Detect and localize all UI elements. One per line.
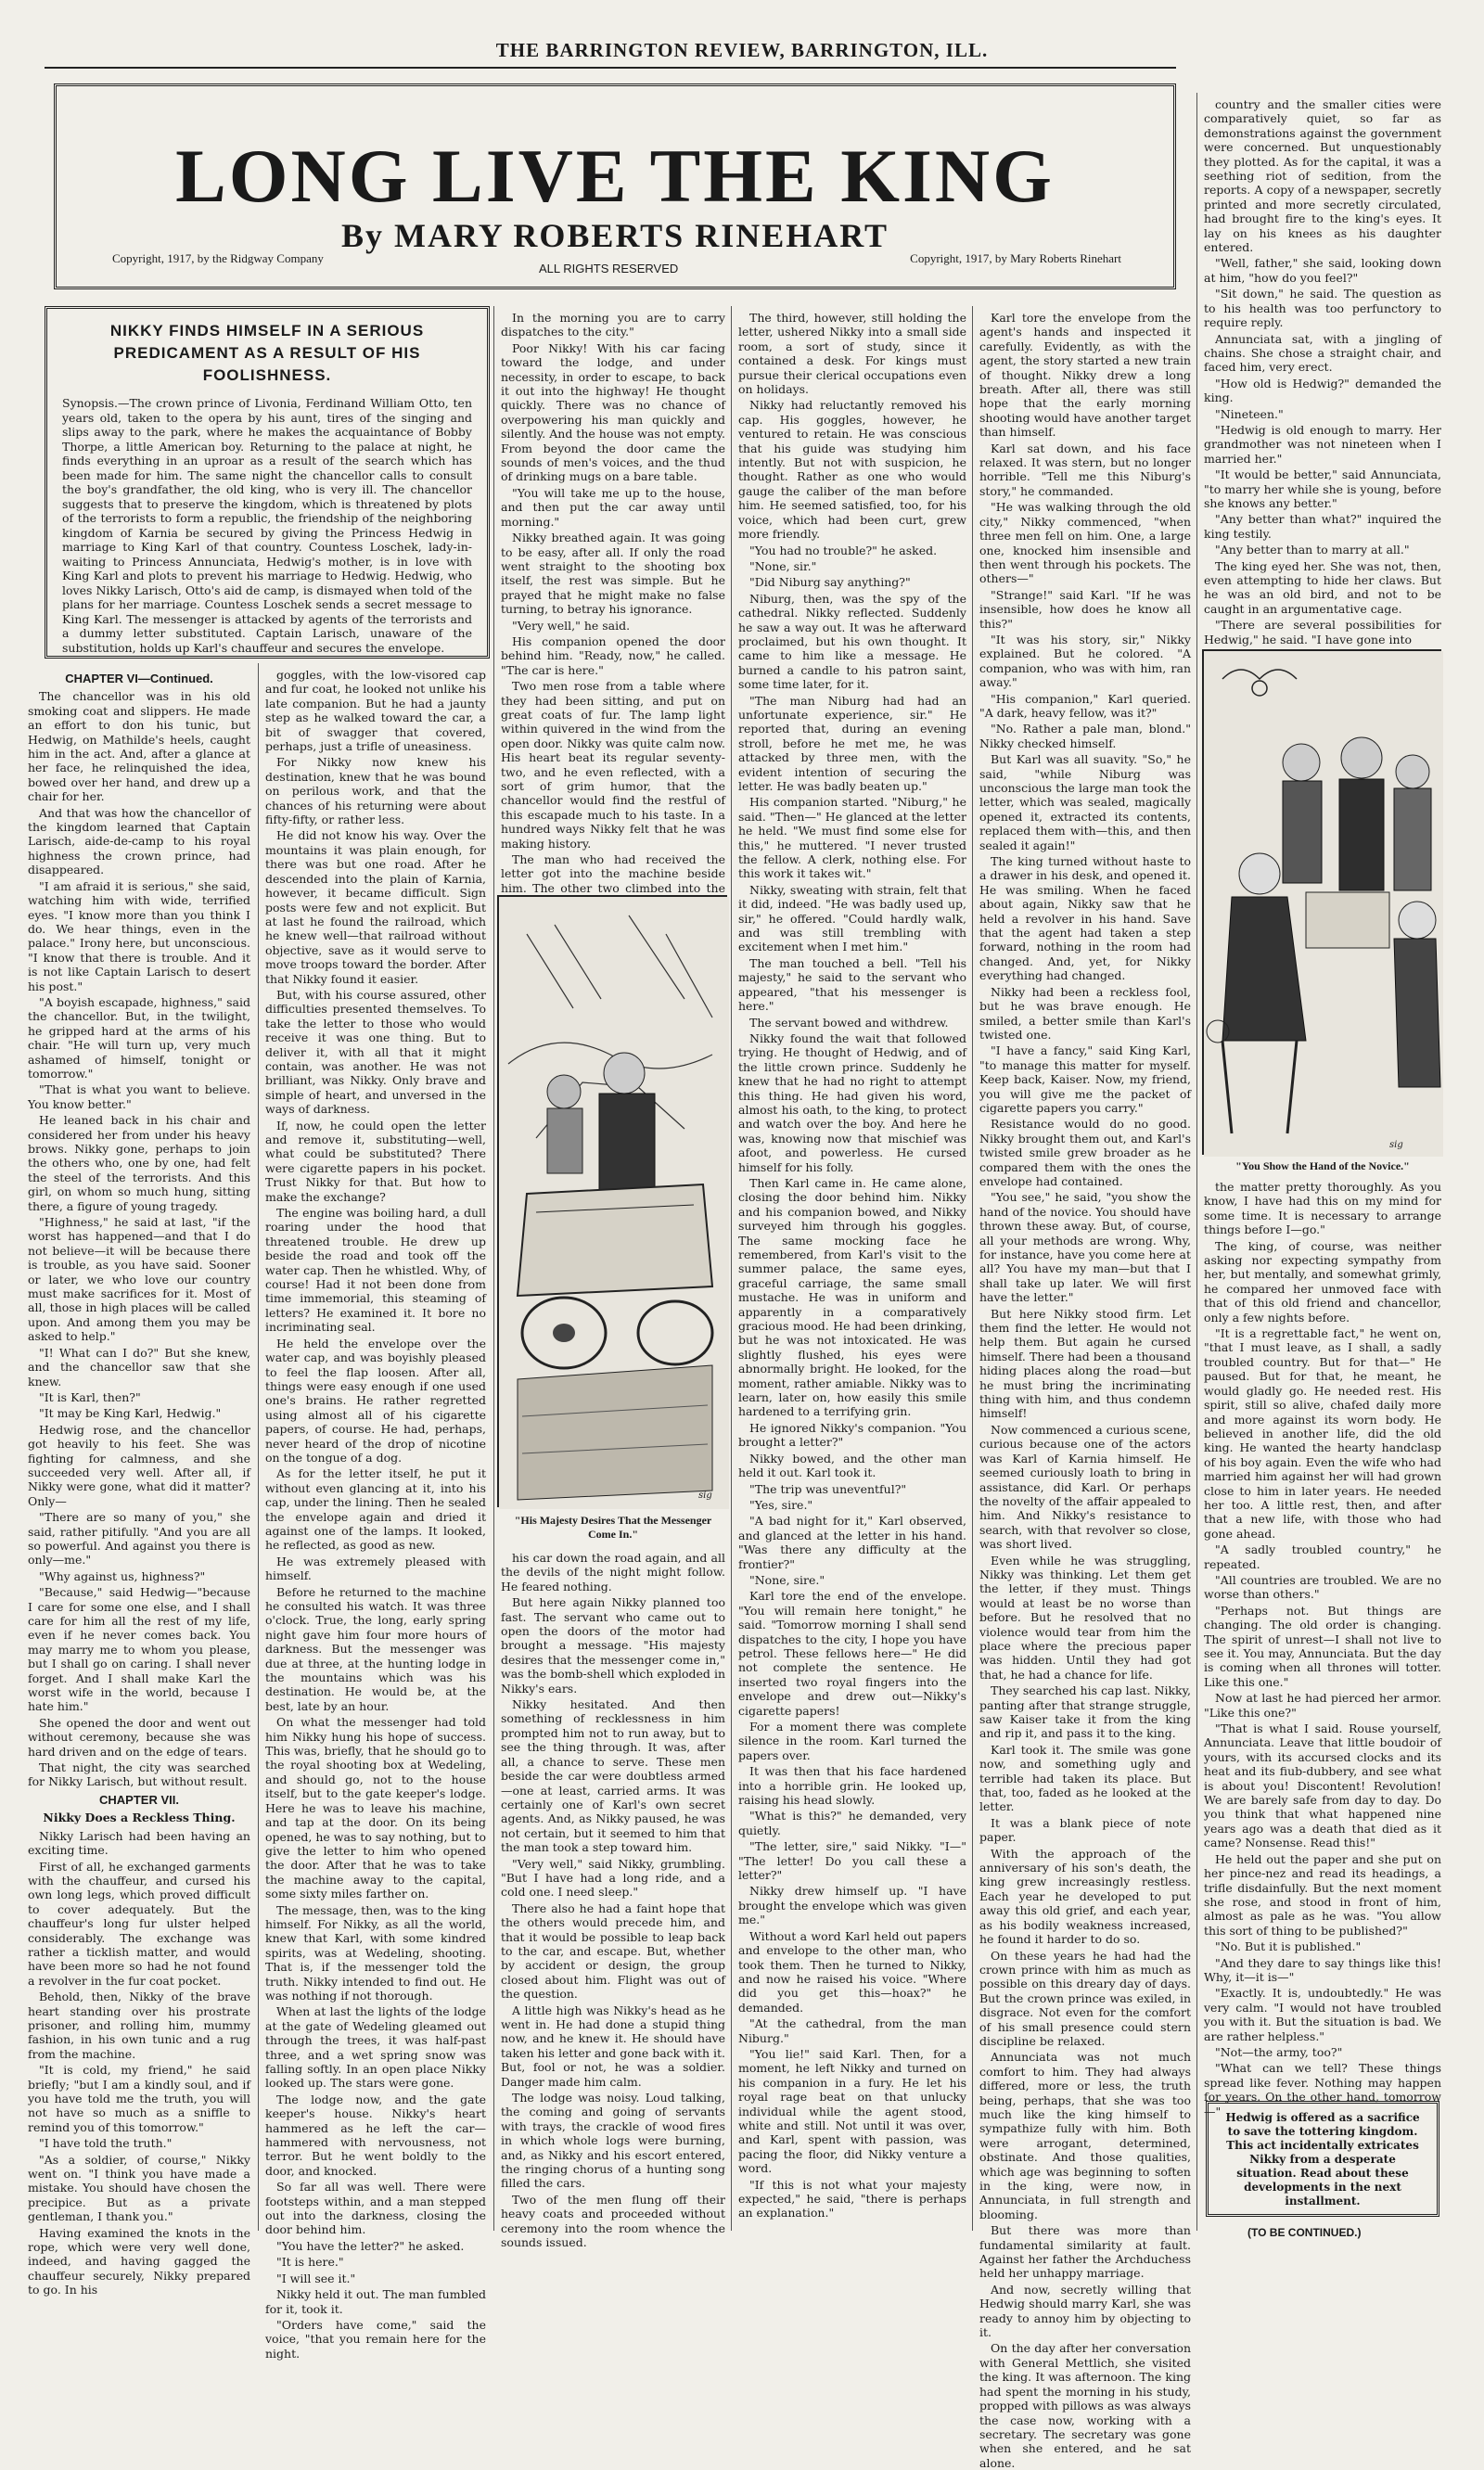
paragraph: "It is Karl, then?" [39,1389,141,1404]
chapter-heading: CHAPTER VII. [99,1792,179,1807]
illustration-caption: "You Show the Hand of the Novice." [1235,1159,1410,1172]
column-3-top [501,311,725,895]
paragraph: Without a word Karl held out papers and envelope to the other man, who took them. Then he turned to Nikky, and now he raised his voice. "Where did you get this—hoax?" he demanded. [738,1928,966,2015]
svg-text:sig: sig [698,1491,712,1501]
paragraph: Resistance would do no good. Nikky brought them out, and Karl's twisted smile grew broader as he compared them with the ones the envelope had contained. [979,1117,1191,1188]
column-5 [979,311,1191,2470]
paragraph: And that was how the chancellor of the kingdom learned that Captain Larisch, aide-de-camp to his royal highness the crown prince, had disappeared. [28,805,250,877]
paragraph: It was a blank piece of note paper. [979,1815,1191,1845]
paragraph: "It would be better," said Annunciata, "to marry her while she is young, before she knows any better." [1204,467,1441,510]
column-rule [972,306,973,2231]
paragraph: Nikky breathed again. It was going to be easy, after all. If only the road went straight to the shooting box itself, the rest was simple. But he prayed that he might make no false turning, to betray his ignorance. [501,531,725,617]
paragraph: "The letter, sire," said Nikky. "I—" "The letter! Do you call these a letter?" [738,1839,966,1883]
paragraph: Now commenced a curious scene, curious because one of the actors was Karl of Karnia himself. He seemed curiously loath to bring in assistance, did Karl. Or perhaps the novelty of the affair appealed to him. And Nikky's resistance to search, with that revolver so close, was short lived. [979,1422,1191,1552]
paragraph: He held the envelope over the water cap, and was boyishly pleased to feel the flap loosen. After all, things were easy enough if one used one's brains. He rather regretted using almost all of his cigarette papers, of course. He had, perhaps, never heard of the drop of nicotine on the tongue of a dog. [265,1336,486,1465]
paragraph: "Sit down," he said. The question as to his health was too perfunctory to require reply. [1204,287,1441,330]
paragraph: "You have the letter?" he asked. [276,2238,465,2253]
paragraph: country and the smaller cities were comparatively quiet, so far as demonstrations against the government were concerned. But unquestionably they plotted. As for the capital, it was a seething riot of sedition, from the reports. A copy of a newspaper, secretly printed and more secretly circulated, had brought fire to the king's eyes. It lay on his knees as his daughter entered. [1204,97,1441,255]
paragraph: "Nineteen." [1215,406,1284,421]
paragraph: "His companion," Karl queried. "A dark, heavy fellow, was it?" [979,691,1191,720]
paragraph: Two men rose from a table where they had been sitting, and put on great coats of fur. The lamp light within quivered in the wind from the open door. Nikky was quite calm now. His heart beat its regular seventy-two, and he even reflected, with a sort of grim humor, that the chancellor would find the restful of this escapade much to his taste. In a hundred ways Nikky felt that he was making history. [501,679,725,851]
paragraph: "None, sir." [749,558,817,573]
paragraph: That night, the city was searched for Nikky Larisch, but without result. [28,1760,250,1789]
paragraph: The engine was boiling hard, a dull roaring under the hood that threatened trouble. He drew up beside the road and took off the water cap. Then he whistled. Why, of course! Had it not been done from time immemorial, this steaming of letters? He examined it. It bore no incriminating seal. [265,1206,486,1335]
paragraph: "It is cold, my friend," he said briefly; "but I am a kindly soul, and if you have told me the truth, you will not have so much as a sniffle to remind you of this tomorrow." [28,2063,250,2134]
paragraph: "Any better than what?" inquired the king testily. [1204,512,1441,541]
paragraph: Nikky had reluctantly removed his cap. His goggles, however, he ventured to retain. He was conscious that his guide was studying him intently. But not with suspicion, he thought. Rather as one who would gauge the caliber of the man before him. He seemed satisfied, too, for his voice, which had been curt, grew more friendly. [738,398,966,542]
paragraph: "If this is not what your majesty expected," he said, "there is perhaps an explanation." [738,2177,966,2220]
paragraph: Karl tore the end of the envelope. "You will remain here tonight," he said. "Tomorrow morning I shall send dispatches to the city, I hope you have petrol. These fellows here—" He did not complete the sentence. He inserted two royal fingers into the envelope and drew out—Nikky's cigarette papers! [738,1589,966,1718]
paragraph: Niburg, then, was the spy of the cathedral. Nikky reflected. Suddenly he saw a way out. It was he afterward proclaimed, but his own thought. It came to him like a message. He burned a candle to his patron saint, some time later, for it. [738,591,966,692]
paragraph: When at last the lights of the lodge at the gate of Wedeling gleamed out through the trees, it was half-past three, and a wet spring snow was falling softly. In an open place Nikky looked up. The stars were gone. [265,2004,486,2091]
paragraph: "I am afraid it is serious," she said, watching him with wide, terrified eyes. "I know more than you think I do. We hear things, even in the palace." Irony here, but unconscious. "I know that there is trouble. And it is not like Captain Larisch to desert his post." [28,878,250,993]
column-6-top [1204,97,1441,645]
paragraph: He leaned back in his chair and considered her from under his heavy brows. Nikky gone, perhaps to join the others who, one by one, had felt the steel of the terrorists. And this girl, on whom so much hung, sitting there, a figure of young tragedy. [28,1113,250,1213]
paragraph: "You will take me up to the house, and then put the car away until morning." [501,485,725,529]
paragraph: "The man Niburg had had an unfortunate experience, sir." He reported that, during an evening stroll, before he met me, he was attacked by three men, with the evident intention of securing the letter. He was badly beaten up." [738,693,966,793]
paragraph: But here again Nikky planned too fast. The servant who came out to open the doors of the motor had brought a message. "His majesty desires that the messenger come in," was the bomb-shell which exploded in Nikky's ears. [501,1595,725,1696]
paragraph: "Hedwig is old enough to marry. Her grandmother was not nineteen when I married her." [1204,422,1441,466]
illustration-car-scene [497,895,727,1507]
paragraph: his car down the road again, and all the devils of the night might follow. He feared nothing. [501,1551,725,1593]
paragraph: "You had no trouble?" he asked. [749,543,938,557]
column-rule [258,663,259,2231]
paragraph: "How old is Hedwig?" demanded the king. [1204,376,1441,405]
paragraph: As for the letter itself, he put it without even glancing at it, into his cap, under the lining. Then he sealed the envelope again and dried it against one of the lamps. It looked, he reflected, as good as new. [265,1466,486,1553]
paragraph: For Nikky now knew his destination, knew that he was bound on perilous work, and that the chances of his returning were about fifty-fifty, or rather less. [265,755,486,827]
paragraph: "You lie!" said Karl. Then, for a moment, he left Nikky and turned on his companion in a fury. He let his royal rage beat on that unlucky individual while the agent stood, white and still. Not until it was over, and Karl, spent with passion, was pacing the floor, did Nikky venture a word. [738,2046,966,2176]
paragraph: The man touched a bell. "Tell his majesty," he said to the servant who appeared, "that his messenger is here." [738,955,966,1014]
paragraph: "What can we tell? These things spread like fever. Nothing may happen for years. On the other hand, tomorrow—" [1204,2061,1441,2118]
paragraph: goggles, with the low-visored cap and fur coat, he looked not unlike his late companion. But he had a jaunty step as he walked toward the car, a bit of swagger that covered, perhaps, just a trifle of uneasiness. [265,668,486,754]
illustration-caption: "His Majesty Desires That the Messenger Come In." [514,1514,712,1541]
column-1 [28,668,250,2297]
paragraph: "It is a regrettable fact," he went on, "that I must leave, as I shall, a sadly troubled country. But for that—" He paused. But for that, he meant, he would gladly go. He needed rest. His spirit, still so alive, chafed daily more and more against its worn body. He believed in another life, did the old king. He wanted the hearty handclasp of his boy again. Even the wife who had married him against her will had grown close to him in later years. He needed her too. A little rest, then, and after that a new life, with those who had gone ahead. [1204,1326,1441,1541]
paragraph: The king, of course, was neither asking nor expecting sympathy from her, but mentally, and somewhat grimly, he compared her unmoved face with that of this old friend and chancellor, only a few nights before. [1204,1238,1441,1325]
paragraph: For a moment there was complete silence in the room. Karl turned the papers over. [738,1720,966,1762]
paragraph: They searched his cap last. Nikky, panting after that strange struggle, saw Kaiser take it from the king and rip it, and pass it to the king. [979,1683,1191,1741]
paragraph: "There are so many of you," she said, rather pitifully. "And you are all so powerful. And against you there is only—me." [28,1510,250,1568]
paragraph: The message, then, was to the king himself. For Nikky, as all the world, knew that Karl, with some kindred spirits, was at Wedeling, shooting. That is, if the messenger told the truth. Nikky intended to find out. He was nothing if not thorough. [265,1902,486,2003]
chapter-heading: CHAPTER VI—Continued. [65,672,213,685]
paragraph: But, with his course assured, other difficulties presented themselves. To take the letter to those who would receive it was one thing. But to deliver it, with all that it might contain, was another. He was not brilliant, was Nikky. Only brave and simple of heart, and unversed in the ways of darkness. [265,987,486,1117]
car-scene-drawing [499,897,729,1509]
paragraph: Nikky held it out. The man fumbled for it, took it. [265,2287,486,2316]
paragraph: He did not know his way. Over the mountains it was plain enough, for there was but one road. After he descended into the plain of Karnia, however, it became difficult. Sign posts were few and not explicit. But at last he found the railroad, which he knew well—that railroad without objective, save as it would serve to move troops toward the border. After that Nikky found it easier. [265,828,486,986]
paragraph: There also he had a faint hope that the others would precede him, and that it would be possible to leap back to the car, and escape. But, whether by accident or design, the group closed about him. Flight was out of the question. [501,1900,725,2002]
top-rule [45,67,1176,69]
paragraph: If, now, he could open the letter and remove it, substituting—well, what could be substituted? There were cigarette papers in his pocket. Trust Nikky for that. But how to make the exchange? [265,1118,486,1204]
paragraph: "Because," said Hedwig—"because I care for some one else, and I shall care for him all the rest of my life, even if he never comes back. You may marry me to whom you please, but I shall go on caring. I shall never forget. And I shall make Karl the worst wife in the world, because I hate him." [28,1585,250,1714]
paragraph: On the day after her conversation with General Mettlich, she visited the king. It was afternoon. The king had spent the morning in his study, propped with pillows as was always the case now, working with a secretary. The secretary was gone when she entered, and he sat alone. [979,2341,1191,2470]
column-2 [265,668,486,2361]
paragraph: He held out the paper and she put on her pince-nez and read its headings, a trifle disdainfully. But the next moment she rose, and stood in front of him, almost as pale as he was. "You allow this sort of thing to be published?" [1204,1851,1441,1938]
paragraph: And now, secretly willing that Hedwig should marry Karl, she was ready to annoy him by objecting to it. [979,2282,1191,2340]
paragraph: "Very well," said Nikky, grumbling. "But I have had a long ride, and a cold one. I need sleep." [501,1856,725,1900]
story-title: LONG LIVE THE KING [175,134,1055,218]
copyright-right: Copyright, 1917, by Mary Roberts Rinehart [910,251,1121,265]
paragraph: "None, sire." [749,1572,825,1587]
paragraph: Before he returned to the machine he consulted his watch. It was three o'clock. True, the long, early spring night gave him four more hours of darkness. But the messenger was due at three, at the hunting lodge in the mountains which was his destination. He would be, at the best, late by an hour. [265,1584,486,1713]
copyright-left: Copyright, 1917, by the Ridgway Company [112,251,324,265]
paragraph: On these years he had had the crown prince with him as much as possible on this dreary day of days. But the crown prince was exiled, in disgrace. Not even for the comfort of his small presence could stern discipline be relaxed. [979,1948,1191,2048]
paragraph: "I will see it." [276,2271,356,2285]
paragraph: the matter pretty thoroughly. As you know, I have had this on my mind for some time. It is necessary to arrange things before I—go." [1204,1180,1441,1237]
paragraph: He was extremely pleased with himself. [265,1554,486,1583]
paragraph: Nikky hesitated. And then something of recklessness in him prompted him not to run away, but to see the thing through. It was, after all, a chance to serve. These men beside the car were doubtless armed—one at least, carried arms. It was certainly one of Karl's own secret agents. And, as Nikky paused, he was not certain, but it seemed to him that the man took a step toward him. [501,1697,725,1855]
column-rule [1196,93,1197,2231]
paragraph: Karl tore the envelope from the agent's hands and inspected it carefully. Evidently, as with the agent, the story started a new train of thought. Nikky drew a long breath. After all, there was still hope that the early morning shooting would have another target than himself. [979,311,1191,440]
paragraph: On what the messenger had told him Nikky hung his hope of success. This was, briefly, that he should go to the royal shooting box at Wedeling, and should go, not to the house itself, but to the gate keeper's lodge. Here he was to leave his machine, and tap at the door. On its being opened, he was to say nothing, but to give the letter to him who opened the door. After that he was to take the machine away to the capital, some sixty miles farther on. [265,1715,486,1901]
paragraph: The chancellor was in his old smoking coat and slippers. He made an effort to don his tunic, but Hedwig, on Mathilde's heels, caught him in the act. And, after a glance at her face, he relinquished the idea, bowed over her hand, and drew up a chair for her. [28,689,250,804]
running-head: THE BARRINGTON REVIEW, BARRINGTON, ILL. [495,39,989,61]
paragraph: "It is here." [276,2255,344,2270]
paragraph: Even while he was struggling, Nikky was thinking. Let them get the letter, if they must. Things would at least be no worse than before. But he resolved that no violence would tear from him the place where the precious paper was hidden. Until they had got that, he had a chance for life. [979,1553,1191,1682]
paragraph: "A boyish escapade, highness," said the chancellor. But, in the twilight, he gripped hard at the arms of his chair. "He will turn up, very much ashamed of himself, tonight or tomorrow." [28,994,250,1081]
paragraph: Nikky found the wait that followed trying. He thought of Hedwig, and of the little crown prince. Suddenly he knew that he had no right to attempt this thing. He had given his word, almost his oath, to the king, to protect and watch over the boy. And here he was, knowing now that mischief was afoot, and powerless. He cursed himself for his folly. [738,1030,966,1174]
paragraph: His companion opened the door behind him. "Ready, now," he called. "The car is here." [501,633,725,677]
paragraph: "I have told the truth." [39,2136,173,2151]
paragraph: "It may be King Karl, Hedwig." [39,1406,222,1421]
paragraph: The man who had received the letter got into the machine beside him. The other two climbed into the [501,852,725,895]
paragraph: Having examined the knots in the rope, which were very well done, indeed, and having gagged the chauffeur securely, Nikky prepared to go. In his [28,2225,250,2297]
synopsis-box [45,306,490,659]
paragraph: With the approach of the anniversary of his son's death, the king grew increasingly restless. Each year he developed to put away this old grief, and each year, as his bodily weakness increased, he found it harder to do so. [979,1846,1191,1947]
paragraph: "A bad night for it," Karl observed, and glanced at the letter in his hand. "Was there any difficulty at the frontier?" [738,1514,966,1571]
paragraph: "And they dare to say things like this! Why, it—it is—" [1204,1955,1441,1984]
paragraph: "Well, father," she said, looking down at him, "how do you feel?" [1204,256,1441,285]
story-masthead [54,83,1176,289]
paragraph: "I! What can I do?" But she knew, and the chancellor saw that she knew. [28,1345,250,1389]
paragraph: So far all was well. There were footsteps within, and a man stepped out into the darkness, closing the door behind him. [265,2180,486,2237]
paragraph: "Very well," he said. [512,618,631,633]
column-4 [738,311,966,2231]
paragraph: But there was more than fundamental similarity at fault. Against her father the Archduchess held her unhappy marriage. [979,2223,1191,2281]
paragraph: "There are several possibilities for Hedwig," he said. "I have gone into [1204,618,1441,646]
paragraph: Karl sat down, and his face relaxed. It was stern, but no longer horrible. "Tell me this Niburg's story," he commanded. [979,441,1191,498]
paragraph: "A sadly troubled country," he repeated. [1204,1542,1441,1571]
paragraph: Nikky had been a reckless fool, but he was brave enough. He smiled, a better smile than Karl's twisted one. [979,984,1191,1042]
paragraph: Then Karl came in. He came alone, closing the door behind him. Nikky and his companion bowed, and Nikky surveyed him through his goggles. The same mocking face he remembered, from Karl's visit to the summer palace, the same eyes, graceful carriage, the same small mustache. He was in uniform and apparently in a comparatively gracious mood. He had been drinking, but he was not intoxicated. He was slightly flushed, his eyes were abnormally bright. He looked, for the moment, rather amiable. Nikky was to learn, later on, how easily this smile hardened to a terrifying grin. [738,1175,966,1419]
paragraph: She opened the door and went out without ceremony, because she was hard driven and on the edge of tears. [28,1715,250,1759]
paragraph: But here Nikky stood firm. Let them find the letter. He would not help them. But again he cursed himself. There had been a thousand hiding places along the road—but he must bring the incriminating thing with him, and thus condemn himself! [979,1306,1191,1421]
paragraph: "It was his story, sir," Nikky explained. But he colored. "A companion, who was with him, ran away." [979,632,1191,690]
paragraph: "Not—the army, too?" [1215,2044,1343,2059]
paragraph: The lodge was noisy. Loud talking, the coming and going of servants with trays, the crackle of wood fires in which whole logs were burning, and, as Nikky and his escort entered, the ringing chorus of a hunting song filled the cars. [501,2091,725,2191]
svg-text:sig: sig [1389,1140,1403,1150]
synopsis-headline: NIKKY FINDS HIMSELF IN A SERIOUS PREDICAMENT AS A RESULT OF HIS FOOLISHNESS. [109,322,425,384]
column-rule [493,306,494,2231]
paragraph: Hedwig rose, and the chancellor got heavily to his feet. She was fighting for calmness, and she succeeded very well. After all, if Nikky were gone, what did it matter? Only— [28,1422,250,1508]
paragraph: The king eyed her. She was not, then, even attempting to hide her claws. But he was an old bird, and not to be caught in an argumentative cage. [1204,558,1441,616]
paragraph: "Orders have come," said the voice, "that you remain here for the night. [265,2317,486,2361]
paragraph: "Exactly. It is, undoubtedly." He was very calm. "I would not have troubled you with it. But the situation is bad. We are rather helpless." [1204,1986,1441,2043]
paragraph: Annunciata sat, with a jingling of chains. She chose a straight chair, and faced him, very erect. [1204,331,1441,375]
paragraph: "Why against us, highness?" [39,1568,206,1583]
paragraph: "The trip was uneventful?" [749,1481,907,1496]
paragraph: "That is what I said. Rouse yourself, Annunciata. Leave that little boudoir of yours, with its accursed clocks and its heat and its fiub-dubbery, and see what is about you! Discontent! Revolution! We are barely safe from day to day. Do you think that what happened nine years ago was a death that died as it came? Nonsense. Read this!" [1204,1721,1441,1850]
synopsis-text: Synopsis.—The crown prince of Livonia, Ferdinand William Otto, ten years old, taken to the opera by his aunt, tires of the singing and slips away to the park, where he makes the acquaintance of Bobby Thorpe, a little American boy. Returning to the palace at night, he finds everything in an uproar as a result of the search which has been made for him. The same night the chancellor calls to consult the boy's grandfather, the old king, who is very ill. The chancellor suggests that to preserve the kingdom, which is threatened by plots of the terrorists to form a republic, the friendship of the neighboring kingdom of Karnia be secured by giving the Princess Hedwig in marriage to King Karl of that country. Countess Loschek, lady-in-waiting to Princess Annunciata, Hedwig's mother, is in love with King Karl and plots to prevent his marriage to Hedwig. Hedwig, who loves Nikky Larisch, Otto's aid de camp, is dismayed when told of the plans for her marriage. Countess Loschek sends a secret message to King Karl. The messenger is attacked by agents of the terrorists and a dummy letter substituted. Captain Larisch, unaware of the substitution, holds up Karl's chauffeur and secures the envelope. [62,396,472,655]
paragraph: The king turned without haste to a drawer in his desk, and opened it. He was smiling. When he faced about again, Nikky saw that he held a revolver in his hand. Save that the agent had taken a step forward, nothing in the room had changed. And, yet, for Nikky everything had changed. [979,854,1191,983]
paragraph: Now at last he had pierced her armor. "Like this one?" [1204,1691,1441,1720]
paragraph: Nikky drew himself up. "I have brought the envelope which was given me." [738,1884,966,1927]
chapter-subtitle: Nikky Does a Reckless Thing. [43,1811,236,1825]
illustration-king-scene [1202,649,1441,1155]
paragraph: Nikky Larisch had been having an exciting time. [28,1828,250,1858]
paragraph: "All countries are troubled. We are no worse than others." [1204,1572,1441,1602]
next-installment-notice: Hedwig is offered as a sacrifice to save the tottering kingdom. This act incidentally extricates Nikky from a desperate situation. Read about these developments in the next installment. [1206,2101,1439,2217]
paragraph: He ignored Nikky's companion. "You brought a letter?" [738,1420,966,1450]
paragraph: "At the cathedral, from the man Niburg." [738,2016,966,2045]
to-be-continued: (TO BE CONTINUED.) [1247,2226,1362,2239]
paragraph: "No. But it is published." [1215,1939,1362,1954]
paragraph: It was then that his face hardened into a horrible grin. He looked up, raising his head slowly. [738,1764,966,1808]
paragraph: "As a soldier, of course," Nikky went on. "I think you have made a mistake. You should have chosen the precipice. But as a private gentleman, I thank you." [28,2152,250,2224]
paragraph: "What is this?" he demanded, very quietly. [738,1809,966,1837]
paragraph: The servant bowed and withdrew. [749,1015,949,1030]
paragraph: First of all, he exchanged garments with the chauffeur, and cursed his own long legs, which proved difficult to cover adequately. But the chauffeur's long fur ulster helped considerably. The exchange was rather a ticklish matter, and would have been more so had he not found a revolver in the fur coat pocket. [28,1859,250,1988]
paragraph: A little high was Nikky's head as he went in. He had done a stupid thing now, and he knew it. He should have taken his letter and gone back with it. But, fool or not, he was a soldier. Danger made him calm. [501,2003,725,2089]
paragraph: "Yes, sire." [749,1497,813,1512]
rights-reserved: ALL RIGHTS RESERVED [539,262,679,275]
paragraph: "Highness," he said at last, "if the worst has happened—and that I do not believe—it will be because there is trouble, as you have said. Sooner or later, we who love our country must make sacrifices for it. Most of all, those in high places will be called upon. And among them you may be asked to help." [28,1215,250,1344]
paragraph: In the morning you are to carry dispatches to the city." [501,311,725,339]
king-scene-drawing [1204,651,1443,1157]
paragraph: Behold, then, Nikky of the brave heart standing over his prostrate prisoner, and rolling him, mummy fashion, in his own tunic and a rug from the machine. [28,1990,250,2061]
paragraph: But Karl was all suavity. "So," he said, "while Niburg was unconscious the large man took the letter, which was sealed, magically opened it, extracted its contents, replaced them with—this, and then sealed it again!" [979,752,1191,852]
paragraph: "Perhaps not. But things are changing. The old order is changing. The spirit of unrest—I shall not live to see it. You may, Annunciata. But the day is coming when all thrones will totter. Like this one." [1204,1603,1441,1689]
paragraph: Two of the men flung off their heavy coats and proceeded without ceremony into the room whence the sounds issued. [501,2192,725,2250]
paragraph: "No. Rather a pale man, blond." Nikky checked himself. [979,722,1191,750]
paragraph: Karl took it. The smile was gone now, and something ugly and terrible had taken its place. But that, too, faded as he looked at the letter. [979,1742,1191,1814]
paragraph: "He was walking through the old city," Nikky commenced, "when three men fell on him. One, a large one, knocked him insensible and then went through his pockets. The others—" [979,500,1191,586]
paragraph: "Any better than to marry at all." [1215,543,1410,557]
paragraph: "You see," he said, "you show the hand of the novice. You should have thrown these away. But, of course, all your methods are wrong. Why, for instance, have you come here at all? You have my man—but that I shall take up later. We will first have the letter." [979,1190,1191,1305]
paragraph: Nikky bowed, and the other man held it out. Karl took it. [738,1451,966,1480]
column-6-bottom [1204,1180,1441,2118]
story-byline: By MARY ROBERTS RINEHART [341,217,889,254]
paragraph: "That is what you want to believe. You know better." [28,1082,250,1111]
paragraph: "I have a fancy," said King Karl, "to manage this matter for myself. Keep back, Kaiser. Now, my friend, you will give me the packet of cigarette papers you carry." [979,1043,1191,1115]
column-rule [731,306,732,2231]
paragraph: Nikky, sweating with strain, felt that it did, indeed. "He was badly used up, sir," he offered. "Could hardly walk, and was still trembling with excitement when I met him." [738,882,966,954]
paragraph: Annunciata was not much comfort to him. They had always differed, more or less, the truth being, perhaps, that she was too much like the king himself to sympathize fully with him. Both were arrogant, determined, obstinate. And those qualities, which age was beginning to soften in the king, were now, in Annunciata, in full strength and blooming. [979,2050,1191,2221]
paragraph: The lodge now, and the gate keeper's house. Nikky's heart hammered as he left the car—hammered with nervousness, not terror. But he went boldly to the door, and knocked. [265,2092,486,2178]
paragraph: The third, however, still holding the letter, ushered Nikky into a small side room, a sort of study, since it contained a desk. For kings must pursue their clerical occupations even on holidays. [738,311,966,397]
paragraph: His companion started. "Niburg," he said. "Then—" He glanced at the letter he held. "We must find some else for this," he muttered. "I never trusted the fellow. A clerk, nothing else. For this work it takes wit." [738,795,966,881]
paragraph: Poor Nikky! With his car facing toward the lodge, and under necessity, in order to escape, to back it out into the highway! He thought quickly. There was no chance of overpowering his man quickly and silently. And the house was not empty. From beyond the door came the sounds of men's voices, and the thud of drinking mugs on a bare table. [501,340,725,484]
paragraph: "Did Niburg say anything?" [749,575,911,590]
paragraph: "Strange!" said Karl. "If he was insensible, how does he know all this?" [979,587,1191,631]
column-3-bottom [501,1551,725,2250]
